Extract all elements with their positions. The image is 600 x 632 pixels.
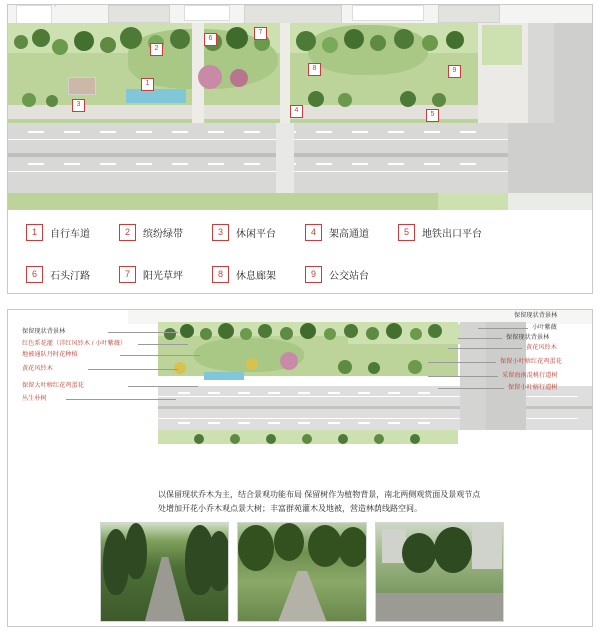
legend-item-9[interactable] <box>305 263 398 285</box>
plan-lane-dash <box>388 131 404 133</box>
plan-lane-dash <box>136 131 152 133</box>
plan-marker-4[interactable]: 4 <box>290 105 303 118</box>
plan-lane-dash <box>172 131 188 133</box>
plan-tree <box>338 93 352 107</box>
plan-marker-6[interactable]: 6 <box>204 33 217 46</box>
planting-tree <box>164 328 176 340</box>
planting-flowering-tree <box>174 362 186 374</box>
planting-lane-dash <box>238 422 250 424</box>
legend-item-3[interactable] <box>212 221 305 243</box>
plan-lane-line <box>8 171 528 172</box>
planting-lane-dash <box>268 422 280 424</box>
callout-left-5: 保留大叶榕红花鸡蛋花 <box>22 382 84 389</box>
photo-building <box>472 525 502 569</box>
plan-median <box>8 153 592 157</box>
plan-lane-dash <box>388 163 404 165</box>
planting-lane-dash <box>418 392 430 394</box>
plan-marker-1[interactable]: 1 <box>141 78 154 91</box>
plan-tree <box>120 27 142 49</box>
plan-lane-dash <box>424 131 440 133</box>
plan-corner-green <box>438 193 508 210</box>
photo-walkway <box>278 571 326 621</box>
planting-lane-dash <box>298 392 310 394</box>
planting-tree <box>366 327 379 340</box>
plan-building <box>352 5 424 21</box>
legend <box>8 213 592 293</box>
planting-lane-dash <box>388 392 400 394</box>
plan-pavilion <box>68 77 96 95</box>
callout-right-2: 保留现状背景林 <box>506 334 550 341</box>
plan-lane-dash <box>244 131 260 133</box>
plan-cross-road <box>528 23 554 133</box>
planting-lane-dash <box>388 422 400 424</box>
planting-lane-dash <box>178 422 190 424</box>
plan-lane-dash <box>172 163 188 165</box>
planting-tree <box>240 328 252 340</box>
plan-lane-line <box>8 139 528 140</box>
photo-tree <box>308 525 342 567</box>
legend-label: 地铁出口平台 <box>422 228 482 240</box>
photo-tree <box>402 533 436 573</box>
plan-lane-dash <box>100 131 116 133</box>
planting-water <box>204 372 244 380</box>
planting-tree <box>280 327 293 340</box>
leader-line <box>66 399 176 400</box>
plan-tree <box>394 29 414 49</box>
plan-tree <box>400 91 416 107</box>
plan-lane-dash <box>208 131 224 133</box>
callout-right-3: 黄花风铃木 <box>526 344 557 351</box>
legend-number: 6 <box>26 266 43 283</box>
plan-tree <box>370 35 386 51</box>
leader-line <box>428 362 496 363</box>
planting-lane-dash <box>178 392 190 394</box>
legend-number: 3 <box>212 224 229 241</box>
plan-tree <box>32 29 50 47</box>
plan-tree <box>446 31 464 49</box>
planting-lane-dash <box>298 422 310 424</box>
callout-right-6: 保留小叶榕行道树 <box>508 384 558 391</box>
callout-right-4: 保留小叶榕红花鸡蛋花 <box>500 358 562 365</box>
planting-tree <box>386 323 402 339</box>
planting-tree <box>230 434 240 444</box>
legend-item-6[interactable] <box>26 263 119 285</box>
plan-tree <box>170 29 190 49</box>
plan-water-feature <box>126 89 186 103</box>
plan-flowering-tree <box>230 69 248 87</box>
planting-tree <box>408 360 422 374</box>
bottom-planting-panel <box>7 309 593 627</box>
callout-right-5: 采留海南混桃行道树 <box>502 372 558 379</box>
plan-lane-dash <box>352 131 368 133</box>
plan-intersection <box>508 123 592 193</box>
plan-lane-dash <box>208 163 224 165</box>
legend-number: 2 <box>119 224 136 241</box>
planting-tree <box>324 328 336 340</box>
legend-label: 阳光草坪 <box>143 270 183 282</box>
legend-item-5[interactable] <box>398 221 482 243</box>
plan-building <box>108 5 170 23</box>
planting-lane-dash <box>358 422 370 424</box>
plan-lane-dash <box>424 163 440 165</box>
planting-median <box>158 406 592 409</box>
plan-lane-dash <box>316 163 332 165</box>
leader-line <box>438 388 504 389</box>
leader-line <box>478 328 528 329</box>
plan-right-green <box>482 25 522 65</box>
callout-right-1: 小叶紫薇 <box>532 324 557 331</box>
planting-tree <box>266 434 276 444</box>
photo-strip <box>100 522 504 620</box>
planting-lane-dash <box>328 392 340 394</box>
plan-marker-9[interactable]: 9 <box>448 65 461 78</box>
plan-marker-7[interactable]: 7 <box>254 27 267 40</box>
plan-building <box>184 5 230 21</box>
legend-number: 7 <box>119 266 136 283</box>
legend-number: 9 <box>305 266 322 283</box>
legend-item-4[interactable] <box>305 221 398 243</box>
planting-tree <box>410 328 422 340</box>
legend-item-7[interactable] <box>119 263 212 285</box>
callout-left-6: 丛生朴树 <box>22 395 47 402</box>
legend-number: 5 <box>398 224 415 241</box>
photo-street-view[interactable] <box>375 522 504 622</box>
legend-row-1 <box>26 221 576 243</box>
plan-lane-dash <box>460 131 476 133</box>
planting-tree <box>368 362 380 374</box>
photo-road <box>376 593 504 621</box>
legend-item-1[interactable] <box>26 221 119 243</box>
plan-tree <box>432 93 446 107</box>
leader-line <box>458 338 502 339</box>
photo-tree <box>125 523 147 579</box>
callout-left-4: 黄花风铃木 <box>22 365 53 372</box>
legend-label: 休息廊架 <box>236 270 276 282</box>
planting-tree <box>374 434 384 444</box>
plan-lane-dash <box>100 163 116 165</box>
plan-walk-connector <box>280 23 290 133</box>
plan-tree <box>344 29 364 49</box>
plan-tree <box>296 31 316 51</box>
planting-tree <box>180 324 194 338</box>
planting-flowering-tree <box>280 352 298 370</box>
leader-line <box>88 369 178 370</box>
planting-lane-dash <box>238 392 250 394</box>
planting-tree <box>338 360 352 374</box>
leader-line <box>108 332 178 333</box>
leader-line <box>128 386 198 387</box>
legend-label: 石头汀路 <box>50 270 90 282</box>
plan-lane-dash <box>136 163 152 165</box>
planting-tree <box>258 324 272 338</box>
leader-line <box>120 355 200 356</box>
planting-tree <box>410 434 420 444</box>
legend-label: 自行车道 <box>50 228 90 240</box>
plan-tree <box>422 35 438 51</box>
top-plan-panel <box>7 4 593 294</box>
plan-lane-dash <box>28 163 44 165</box>
plan-building <box>438 5 500 23</box>
leader-line <box>448 348 522 349</box>
plan-bottom-green <box>8 193 438 210</box>
plan-marker-8[interactable]: 8 <box>308 63 321 76</box>
legend-number: 1 <box>26 224 43 241</box>
photo-tree <box>434 527 472 573</box>
plan-lane-dash <box>244 163 260 165</box>
planting-tree <box>194 434 204 444</box>
plan-building <box>16 5 52 25</box>
planting-tree <box>200 328 212 340</box>
planting-tree <box>428 324 442 338</box>
plan-marker-3[interactable]: 3 <box>72 99 85 112</box>
plan-tree <box>226 27 248 49</box>
plan-tree <box>74 31 94 51</box>
plan-main-road <box>8 123 592 193</box>
planting-tree <box>302 434 312 444</box>
legend-item-8[interactable] <box>212 263 305 285</box>
callout-left-2: 红色系花灌（洋红风铃木 / 小叶紫薇） <box>22 340 127 347</box>
design-note: 以保留现状乔木为主，结合景观功能布局 保留树作为植物背景，南北两侧观赏面及景观节点处增加开花小乔木观点景大树；丰富群苑灌木及地被，营造林荫线路空间。 <box>158 490 481 513</box>
plan-tree <box>52 39 68 55</box>
planting-plan-drawing <box>8 310 592 480</box>
planting-lane-dash <box>418 422 430 424</box>
plan-lane-dash <box>28 131 44 133</box>
planting-tree <box>218 323 234 339</box>
photo-tree <box>207 531 229 591</box>
plan-lane-dash <box>64 163 80 165</box>
callout-top-right: 保留现状背景林 <box>514 312 558 319</box>
legend-label: 架高通道 <box>329 228 369 240</box>
photo-path <box>145 557 185 621</box>
plan-crosswalk <box>276 123 294 193</box>
callout-left-3: 地被通队丹时花种植 <box>22 351 78 358</box>
plan-tree <box>322 37 338 53</box>
photo-forest-path[interactable] <box>100 522 229 622</box>
plan-cross-road2 <box>554 23 592 133</box>
legend-number: 8 <box>212 266 229 283</box>
plan-flowering-tree <box>198 65 222 89</box>
legend-row-2 <box>26 263 576 285</box>
planting-lane-dash <box>208 392 220 394</box>
photo-tree <box>338 527 366 567</box>
plan-lane-dash <box>316 131 332 133</box>
plan-building <box>54 5 56 7</box>
legend-label: 缤纷绿带 <box>143 228 183 240</box>
plan-lane-dash <box>64 131 80 133</box>
planting-tree <box>344 324 358 338</box>
leader-line <box>138 344 188 345</box>
plan-tree <box>14 35 28 49</box>
plan-lane-dash <box>460 163 476 165</box>
site-plan-drawing <box>8 5 592 210</box>
planting-flowering-tree <box>246 358 258 370</box>
legend-label: 休闲平台 <box>236 228 276 240</box>
photo-lawn-walkway[interactable] <box>237 522 366 622</box>
planting-lane-dash <box>208 422 220 424</box>
legend-label: 公交站台 <box>329 270 369 282</box>
plan-tree <box>308 91 324 107</box>
plan-tree <box>22 93 36 107</box>
plan-building <box>244 5 342 25</box>
leader-line <box>428 376 498 377</box>
planting-lane-dash <box>358 392 370 394</box>
plan-tree <box>46 95 58 107</box>
legend-number: 4 <box>305 224 322 241</box>
photo-tree <box>274 523 304 561</box>
planting-lane-dash <box>328 422 340 424</box>
planting-lane-dash <box>268 392 280 394</box>
callout-left-1: 保留现状背景林 <box>22 328 66 335</box>
legend-item-2[interactable] <box>119 221 212 243</box>
planting-tree <box>338 434 348 444</box>
plan-marker-5[interactable]: 5 <box>426 109 439 122</box>
photo-tree <box>238 525 274 571</box>
plan-lane-dash <box>352 163 368 165</box>
plan-tree <box>100 37 116 53</box>
plan-marker-2[interactable]: 2 <box>150 43 163 56</box>
planting-tree <box>300 323 316 339</box>
